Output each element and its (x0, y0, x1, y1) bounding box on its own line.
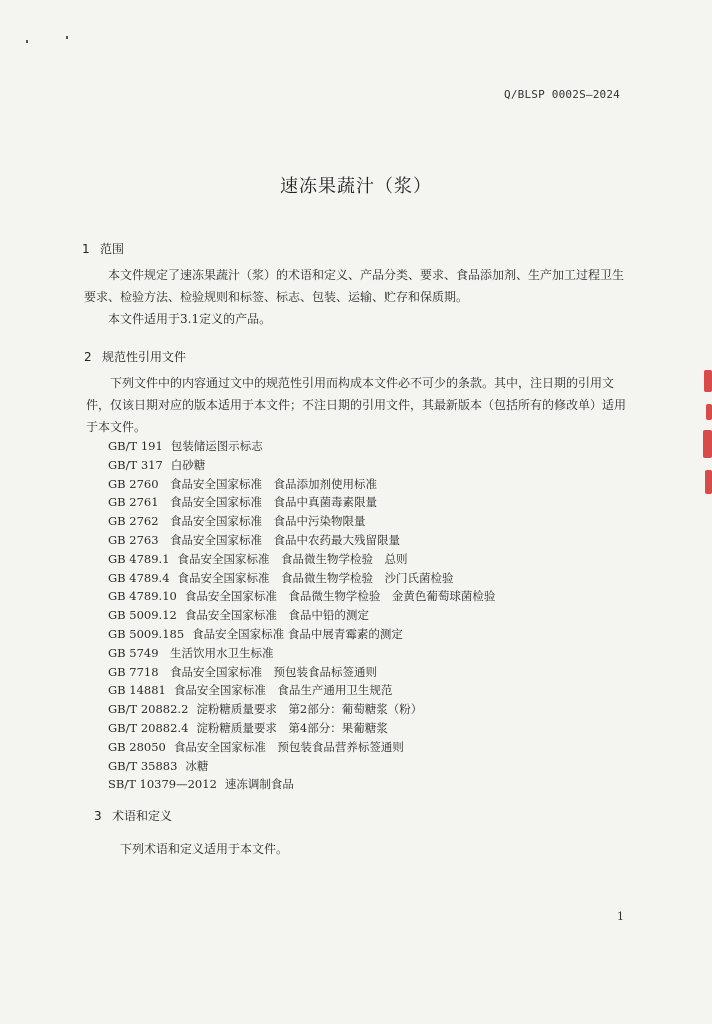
paragraph: 下列术语和定义适用于本文件。 (120, 842, 289, 856)
section-number: 2 (84, 350, 92, 364)
section-number: 3 (94, 809, 102, 823)
page-title: 速冻果蔬汁（浆） (280, 176, 432, 197)
section-title: 范围 (100, 242, 125, 256)
section-heading-terms-and-definitions (94, 807, 172, 824)
page-number: 1 (617, 910, 624, 923)
reference-item: GB 2760 食品安全国家标准 食品添加剂使用标准 (108, 476, 377, 491)
scan-speck (26, 40, 28, 43)
reference-item: GB/T 317 白砂糖 (108, 457, 206, 472)
reference-item: GB/T 20882.4 淀粉糖质量要求 第4部分：果葡糖浆 (108, 720, 388, 735)
section-heading-scope (82, 240, 124, 257)
document-code: Q/BLSP 0002S—2024 (504, 88, 620, 101)
paragraph: 本文件适用于3.1定义的产品。 (108, 312, 272, 326)
reference-item: GB 5009.12 食品安全国家标准 食品中铅的测定 (108, 608, 369, 623)
reference-item: GB 4789.4 食品安全国家标准 食品微生物学检验 沙门氏菌检验 (108, 570, 454, 585)
section-title: 术语和定义 (112, 809, 173, 823)
reference-item: GB 28050 食品安全国家标准 预包装食品营养标签通则 (108, 739, 404, 754)
reference-item: GB/T 20882.2 淀粉糖质量要求 第2部分：葡萄糖浆（粉） (108, 702, 423, 717)
reference-list (108, 437, 568, 794)
section-title: 规范性引用文件 (102, 350, 187, 364)
reference-item: GB 5749 生活饮用水卫生标准 (108, 645, 274, 660)
section-heading-normative-references (84, 348, 186, 365)
red-seal-edge (698, 360, 712, 510)
scan-speck (66, 36, 68, 39)
reference-item: SB/T 10379—2012 速冻调制食品 (108, 777, 294, 792)
reference-item: GB/T 191 包装储运图示标志 (108, 439, 263, 453)
reference-item: GB 2763 食品安全国家标准 食品中农药最大残留限量 (108, 532, 400, 547)
reference-item: GB 7718 食品安全国家标准 预包装食品标签通则 (108, 664, 377, 679)
reference-item: GB 14881 食品安全国家标准 食品生产通用卫生规范 (108, 683, 393, 698)
reference-item: GB 2761 食品安全国家标准 食品中真菌毒素限量 (108, 495, 377, 510)
paragraph: 下列文件中的内容通过文中的规范性引用而构成本文件必不可少的条款。其中，注日期的引用文件，仅该日期对应的版本适用于本文件；不注日期的引用文件，其最新版本（包括所有的修改单）适用于本文件。 (86, 376, 627, 434)
reference-item: GB 2762 食品安全国家标准 食品中污染物限量 (108, 514, 366, 529)
section-number: 1 (82, 242, 90, 256)
reference-item: GB 4789.1 食品安全国家标准 食品微生物学检验 总则 (108, 551, 408, 566)
paragraph: 本文件规定了速冻果蔬汁（浆）的术语和定义、产品分类、要求、食品添加剂、生产加工过程卫生要求、检验方法、检验规则和标签、标志、包装、运输、贮存和保质期。 (84, 268, 625, 304)
reference-item: GB 4789.10 食品安全国家标准 食品微生物学检验 金黄色葡萄球菌检验 (108, 589, 496, 604)
reference-item: GB 5009.185 食品安全国家标准 食品中展青霉素的测定 (108, 626, 403, 641)
reference-item: GB/T 35883 冰糖 (108, 758, 209, 773)
